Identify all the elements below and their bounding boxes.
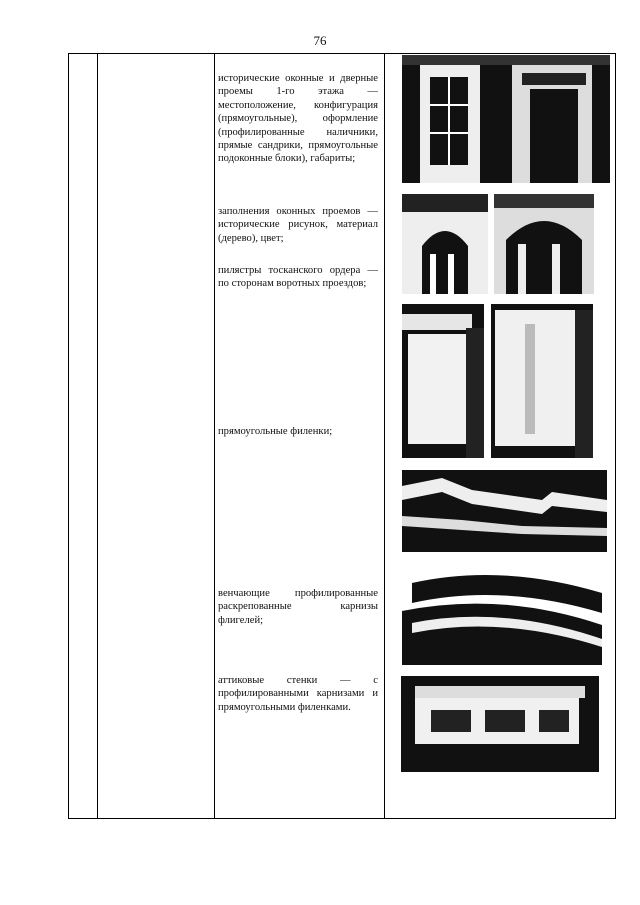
description-panels: прямоугольные филенки;	[218, 426, 333, 437]
description-cornices: венчающие профилированные раскрепованные карнизы флигелей;	[218, 588, 378, 626]
description-attic-walls: аттиковые стенки — с профилированными карнизами и прямоугольными филенками.	[218, 675, 378, 713]
photo-crowning-cornice	[402, 563, 602, 665]
description-pilasters: пилястры тосканского ордера — по сторонам воротных проездов;	[218, 265, 378, 290]
photo-arched-gate-left	[402, 194, 488, 294]
photo-cornice-panels	[402, 470, 607, 552]
photo-attic-wall	[401, 676, 599, 772]
column-divider	[97, 54, 98, 818]
photo-arched-gate-right	[494, 194, 594, 294]
photo-pilaster-right	[491, 304, 593, 458]
photo-pilaster-left	[402, 304, 484, 458]
description-window-openings: исторические оконные и дверные проемы 1-го этажа — местоположение, конфигурация (прямоугольные), оформление (профилированные наличники, прямые сандрики, прямоугольные подоконные блоки), габариты;	[218, 73, 378, 165]
photo-window-facade	[402, 55, 610, 183]
page-number: 76	[313, 33, 327, 48]
column-divider	[384, 54, 385, 818]
description-window-fillings: заполнения оконных проемов — исторические рисунок, материал (дерево), цвет;	[218, 206, 378, 244]
column-divider	[214, 54, 215, 818]
